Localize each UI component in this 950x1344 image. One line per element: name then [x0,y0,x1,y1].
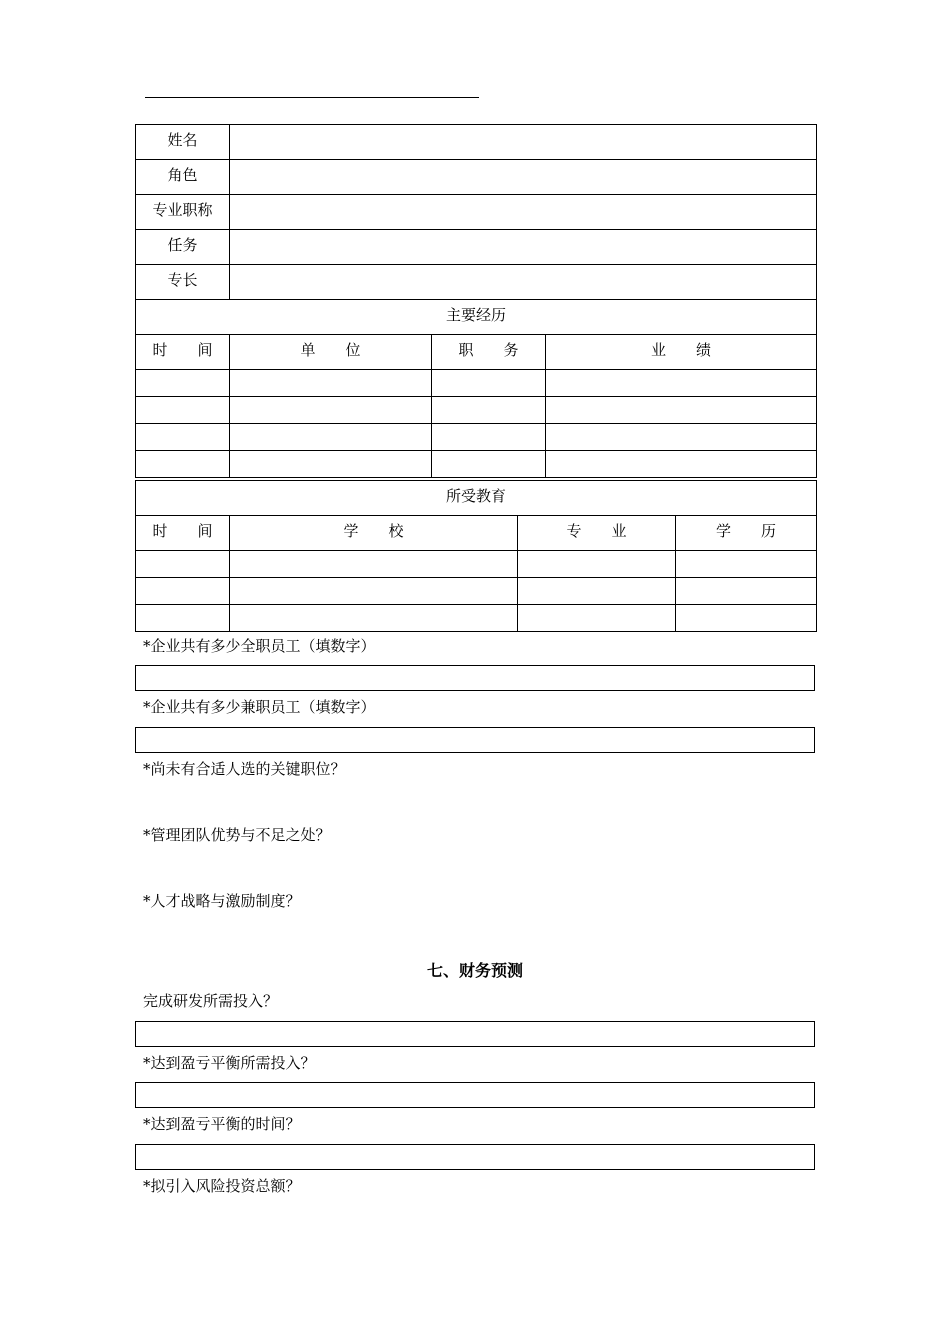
table-cell[interactable] [432,370,546,397]
fulltime-question: *企业共有多少全职员工（填数字） [143,637,376,655]
table-cell[interactable] [136,451,230,478]
talent-question: *人才战略与激励制度？ [143,892,301,910]
table-cell[interactable] [518,605,676,632]
table-cell[interactable] [432,424,546,451]
table-cell[interactable] [676,578,817,605]
edu-header-major: 专 业 [518,516,676,551]
top-rule [145,97,479,98]
table-cell[interactable] [546,451,817,478]
edu-header-degree: 学 历 [676,516,817,551]
personal-info-table [135,124,817,478]
breakeven-time-input[interactable] [135,1144,815,1170]
table-cell[interactable] [230,370,432,397]
venture-capital-question: *拟引入风险投资总额？ [143,1177,301,1195]
role-label: 角色 [136,160,230,195]
key-positions-question: *尚未有合适人选的关键职位？ [143,760,346,778]
table-cell[interactable] [136,578,230,605]
team-question: *管理团队优势与不足之处？ [143,826,331,844]
section-heading: 七、财务预测 [426,961,523,980]
table-cell[interactable] [230,424,432,451]
experience-title: 主要经历 [136,300,817,335]
table-row [136,551,817,578]
breakeven-investment-question: *达到盈亏平衡所需投入？ [143,1054,316,1072]
table-cell[interactable] [136,397,230,424]
edu-header-time: 时 间 [136,516,230,551]
exp-header-time: 时 间 [136,335,230,370]
table-cell[interactable] [230,397,432,424]
table-cell[interactable] [136,551,230,578]
specialty-label: 专长 [136,265,230,300]
table-cell[interactable] [136,370,230,397]
title-label: 专业职称 [136,195,230,230]
fulltime-input[interactable] [135,665,815,691]
table-cell[interactable] [546,424,817,451]
title-field[interactable] [230,195,817,230]
task-field[interactable] [230,230,817,265]
table-cell[interactable] [136,424,230,451]
table-cell[interactable] [230,605,518,632]
table-cell[interactable] [676,605,817,632]
exp-header-position: 职 务 [432,335,546,370]
breakeven-time-question: *达到盈亏平衡的时间？ [143,1115,301,1133]
table-cell[interactable] [546,397,817,424]
table-row [136,424,817,451]
education-table [135,480,817,632]
table-cell[interactable] [518,578,676,605]
edu-header-school: 学 校 [230,516,518,551]
table-cell[interactable] [230,451,432,478]
table-cell[interactable] [432,397,546,424]
parttime-question: *企业共有多少兼职员工（填数字） [143,698,376,716]
table-row [136,578,817,605]
table-cell[interactable] [136,605,230,632]
rd-investment-input[interactable] [135,1021,815,1047]
task-label: 任务 [136,230,230,265]
table-cell[interactable] [518,551,676,578]
table-cell[interactable] [676,551,817,578]
table-cell[interactable] [546,370,817,397]
name-label: 姓名 [136,125,230,160]
specialty-field[interactable] [230,265,817,300]
exp-header-achievement: 业 绩 [546,335,817,370]
education-title: 所受教育 [136,481,817,516]
name-field[interactable] [230,125,817,160]
breakeven-investment-input[interactable] [135,1082,815,1108]
table-cell[interactable] [432,451,546,478]
role-field[interactable] [230,160,817,195]
rd-investment-question: 完成研发所需投入？ [143,992,279,1010]
table-row [136,370,817,397]
table-row [136,397,817,424]
table-cell[interactable] [230,578,518,605]
table-cell[interactable] [230,551,518,578]
table-row [136,451,817,478]
table-row [136,605,817,632]
exp-header-unit: 单 位 [230,335,432,370]
parttime-input[interactable] [135,727,815,753]
